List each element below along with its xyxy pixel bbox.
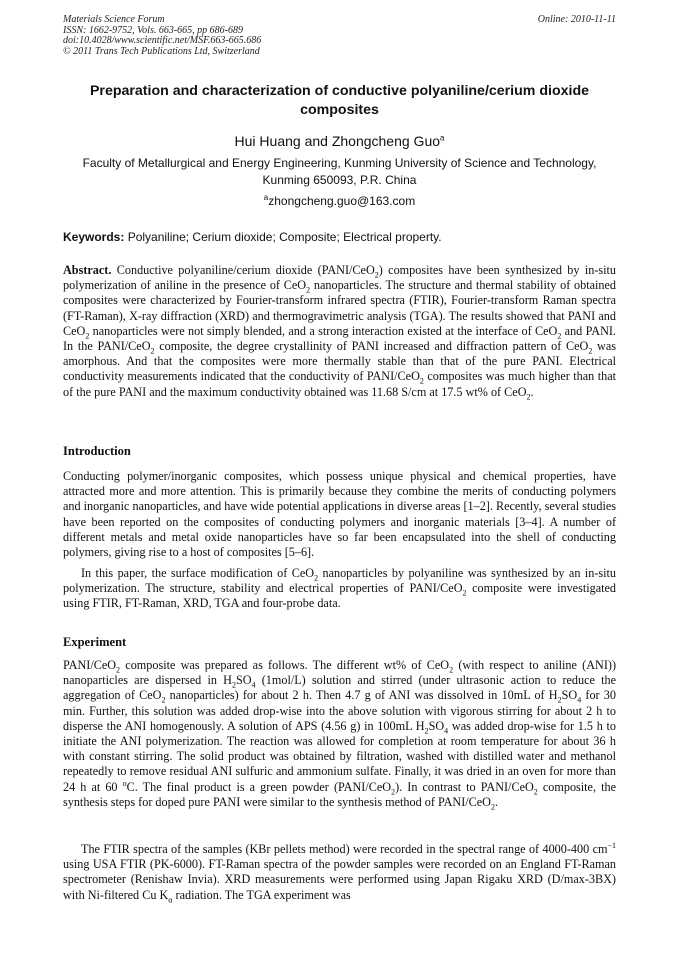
journal-name: Materials Science Forum (63, 14, 165, 25)
author-line (63, 133, 616, 149)
introduction-heading: Introduction (63, 444, 131, 458)
email-superscript: a (263, 193, 269, 202)
abstract-paragraph: Abstract. Conductive polyaniline/cerium dioxide (PANI/CeO$_2$) composites have been synthesized by in-situ polymerization of aniline in the presence of CeO$_2$ nanoparticles. The structure and thermal stability of obtained composites were characterized by Fourier-transform infrared spectra (FTIR), Fourier-transform Raman spectra (FT-Raman), X-ray diffraction (XRD) and thermogravimetric analysis (TGA). The results showed that PANI and CeO$_2$ nanoparticles were not simply blended, and a strong interaction existed at the interface of CeO$_2$ and PANI. In the PANI/CeO$_2$ composite, the degree crystallinity of PANI increased and diffraction pattern of CeO$_2$ was amorphous. And that the composites were more thermally stable than that of the pure PANI. Electrical conductivity measurements indicated that the conductivity of PANI/CeO$_2$ composites was much higher than that of the pure PANI and the maximum conductivity obtained was 11.68 S/cm at 17.5 wt% of CeO$_2$. (63, 263, 617, 402)
email-line (63, 194, 616, 208)
keywords-text: Polyaniline; Cerium dioxide; Composite; Electrical property. (127, 230, 442, 244)
experiment-paragraph-1: PANI/CeO$_2$ composite was prepared as follows. The different wt% of CeO$_2$ (with respect to aniline (ANI)) nanoparticles are dispersed in $H_2SO_4$ (1mol/L) solution and stirred (under ultrasonic action to reduce the aggregation of CeO$_2$ nanoparticles) for about 2 h. Then 4.7 g of ANI was dissolved in 10mL of $H_2SO_4$ for 30 min. Further, this solution was added drop-wise into the above solution with vigorous stirring for about 2 h to disperse the ANI homogenously. A solution of APS (4.56 g) in 100mL $H_2SO_4$ was added drop-wise for 1.5 h to initiate the ANI polymerization. The reaction was allowed for completion at room temperature for about 36 h with constant stirring. The solid product was obtained by filtration, washed with distilled water and methanol repeatedly to remove residual ANI sulfuric and ammonium sulfate. Finally, it was dried in an oven for more than 24 h at 60 $^o$C. The final product is a green powder (PANI/CeO$_2$). In contrast to PANI/CeO$_2$ composite, the synthesis steps for doped pure PANI were similar to the synthesis method of PANI/CeO$_2$. (63, 658, 617, 812)
journal-header (63, 15, 616, 57)
doi-line: doi:10.4028/www.scientific.net/MSF.663-665.686 (63, 35, 262, 46)
introduction-paragraph-1: Conducting polymer/inorganic composites, which possess unique physical and chemical properties, have attracted more and more attention. This is primarily because they combine the merits of conducting polymers and inorganic nanoparticles, and have wide potential applications in diverse areas [1–2]. Recently, several studies have been reported on the composites of conducting polymers and inorganic materials [3–4]. A number of different metals and metal oxide nanoparticles have so far been encapsulated into the shell of conducting polymers, giving rise to a host of composites [5–6]. (63, 469, 616, 560)
issn-line: ISSN: 1662-9752, Vols. 663-665, pp 686-689 (63, 24, 243, 36)
copyright-line: © 2011 Trans Tech Publications Ltd, Switzerland (63, 45, 260, 57)
experiment-paragraph-2: The FTIR spectra of the samples (KBr pellets method) were recorded in the spectral range of 4000-400 $cm^{-1}$ using USA FTIR (PK-6000). FT-Raman spectra of the powder samples were recorded on an England FT-Raman spectrometer (Renishaw Invia). XRD measurements were performed using Japan Rigaku XRD (D/max-3BX) with Ni-filtered Cu $K_\alpha$ radiation. The TGA experiment was (63, 840, 616, 905)
paper-title: Preparation and characterization of conductive polyaniline/cerium dioxide composites (89, 83, 590, 118)
email-address: zhongcheng.guo@163.com (268, 194, 416, 208)
experiment-heading: Experiment (63, 635, 127, 649)
introduction-paragraph-2: In this paper, the surface modification of CeO$_2$ nanoparticles by polyaniline was synthesized by an in-situ polymerization. The structure, stability and electrical properties of PANI/CeO$_2$ composite were investigated using FTIR, FT-Raman, XRD, TGA and four-probe data. (63, 566, 616, 611)
affiliation: Faculty of Metallurgical and Energy Engineering, Kunming University of Science and Technology, Kunming 650093, P.R. China (82, 156, 597, 187)
authors: Hui Huang and Zhongcheng Guo (234, 133, 441, 149)
keywords-line (63, 230, 616, 244)
abstract-label: Abstract. (63, 263, 112, 277)
online-date: Online: 2010-11-11 (537, 14, 616, 25)
author-superscript: a (440, 133, 445, 143)
keywords-label: Keywords: (63, 230, 125, 244)
